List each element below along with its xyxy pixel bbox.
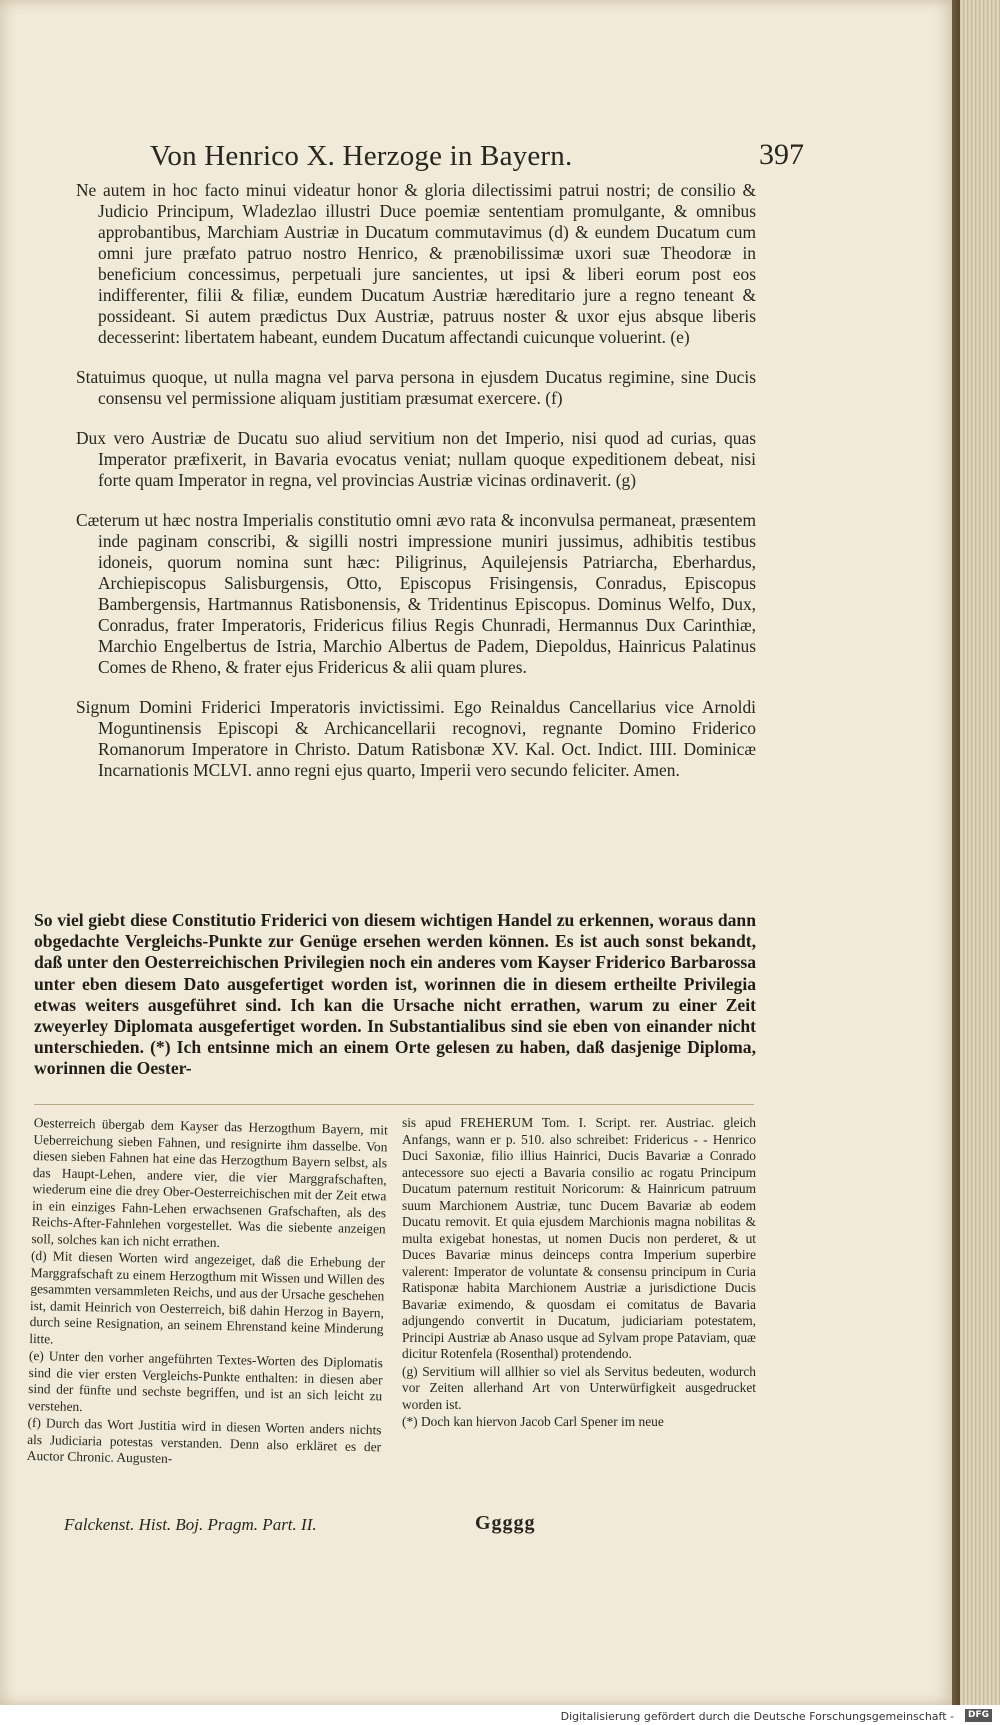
- footnotes: [26, 1115, 756, 1466]
- footnote: (g) Servitium will allhier so viel als Servitus bedeuten, wodurch vor Zeiten allerhand Art von Unterwürfigkeit ausgedrucket worden ist.: [402, 1363, 756, 1412]
- footnote-column-right: [402, 1115, 756, 1466]
- footnote-column-left: [27, 1115, 388, 1473]
- latin-paragraph: Cæterum ut hæc nostra Imperialis constitutio omni ævo rata & inconvulsa permaneat, præsentem inde paginam conscribi, & sigilli nostri impressione muniri jussimus, adhibitis testibus idoneis, quorum nomina sunt hæc: Piligrinus, Aquilejensis Patriarcha, Eberhardus, Archiepiscopus Salisburgensis, Otto, Episcopus Frisingensis, Conradus, Episcopus Bambergensis, Hartmannus Ratisbonensis, & Tridentinus Episcopus. Dominus Welfo, Dux, Conradus, frater Imperatoris, Fridericus filius Regis Chunradi, Hermannus Dux Carinthiæ, Marchio Engelbertus de Istria, Marchio Albertus de Padem, Diepoldus, Hainricus Palatinus Comes de Rheno, & frater ejus Fridericus & alii quam plures.: [76, 510, 756, 677]
- signature-line: Falckenst. Hist. Boj. Pragm. Part. II.: [64, 1515, 317, 1534]
- latin-paragraph: Signum Domini Friderici Imperatoris invictissimi. Ego Reinaldus Cancellarius vice Arnoldi Moguntinensis Episcopi & Archicancellarii recognovi, regnante Domino Friderico Romanorum Imperatore in Christo. Datum Ratisbonæ XV. Kal. Oct. Indict. IIII. Dominicæ Incarnationis MCLVI. anno regni ejus quarto, Imperii vero secundo feliciter. Amen.: [76, 697, 756, 780]
- footnote: (d) Mit diesen Worten wird angezeiget, daß die Erhebung der Marggrafschaft zu einem Herzogthum mit Wissen und Willen des gesammten versammleten Reichs, und aus der Ursache geschehen ist, damit Heinrich von Oesterreich, biß dahin Herzog in Bayern, durch seine Resignation, an seinem Ehrenstand keine Minderung litte.: [29, 1247, 386, 1346]
- latin-charter-text: [76, 180, 756, 800]
- footnote: (*) Doch kan hiervon Jacob Carl Spener im neue: [402, 1414, 664, 1429]
- footnote: sis apud FREHERUM Tom. I. Script. rer. Austriac. gleich Anfangs, wann er p. 510. also schreibet: Fridericus - - Henrico Duci Saxoniæ, filio illius Hainrici, Ducis Bavariæ a Conrado antecessore suo ejecti a Bavaria consilio ac rogatu Principum Ducatum paternum restituit Noricorum: & Hainricum patruum suum Marchionem Austriæ, tunc Ducem Bavariæ ab eodem Ducatu removit. Et quia ejusdem Marchionis magna nobilitas & multa exigebat honestas, ut nomen Ducis non perderet, & ut Duces Bavariæ minus deinceps contra Imperium superbire valerent: Imperator de voluntate & consensu principum in Curia Ratisponæ habita Marchionem Austriæ a jurisdictione Ducis Bavariæ eximendo, & quosdam ei comitatus de Bavaria adjungendo convertit in Ducatum, judiciariam potestatem, Principi Austriæ ab Anaso usque ad Sylvam prope Pataviam, quæ dicitur Rotenfela (Rosenthal) protendendo.: [402, 1115, 756, 1361]
- footnote: (f) Durch das Wort Justitia wird in diesen Worten anders nichts als Judiciaria potestas verstanden. Denn also erkläret es der Auctor Chronic. Augusten-: [26, 1414, 382, 1466]
- catchword: Ggggg: [475, 1512, 536, 1534]
- book-page-edges: [960, 0, 1000, 1705]
- page-gutter-shadow: [952, 0, 960, 1705]
- latin-paragraph: Dux vero Austriæ de Ducatu suo aliud servitium non det Imperio, nisi quod ad curias, quas Imperator præfixerit, in Bavaria evocatus veniat; nullam quoque expeditionem debeat, nisi forte quam Imperator in regna, vel provincias Austriæ vicinas ordinaverit. (g): [76, 428, 756, 490]
- latin-paragraph: Statuimus quoque, ut nulla magna vel parva persona in ejusdem Ducatus regimine, sine Ducis consensu vel permissione aliquam justitiam præsumat exercere. (f): [76, 367, 756, 408]
- latin-paragraph: Ne autem in hoc facto minui videatur honor & gloria dilectissimi patrui nostri; de consilio & Judicio Principum, Wladezlao illustri Duce poemiæ sententiam promulgante, & omnibus approbantibus, Marchiam Austriæ in Ducatum commutavimus (d) & eundem Ducatum cum omni jure præfato patruo nostro Henrico, & prænobilissimæ uxori suæ Theodoræ in beneficium concessimus, perpetuali jure sancientes, ut ipsi & liberi eorum post eos indifferenter, filii & filiæ, eundem Ducatum Austriæ hæreditario jure a regno teneant & possideant. Si autem prædictus Dux Austriæ, patruus noster & uxor ejus absque liberis decesserint: libertatem habeant, eundem Ducatum affectandi cuicunque voluerint. (e): [76, 180, 756, 347]
- german-commentary: [34, 910, 756, 1080]
- german-paragraph: So viel giebt diese Constitutio Friderici von diesem wichtigen Handel zu erkennen, woraus dann obgedachte Vergleichs-Punkte zur Genüge ersehen werden können. Es ist auch sonst bekandt, daß unter den Oesterreichischen Privilegien noch ein anderes vom Kayser Friderico Barbarossa unter eben diesem Dato ausgefertiget worden ist, worinnen die in diesem ertheilte Privilegia etwas weiters ausgeführet sind. Ich kan die Ursache nicht errathen, warum zu einer Zeit zweyerley Diplomata ausgefertiget worden. In Substantialibus sind sie eben von einander nicht unterschieden. (*) Ich entsinne mich an einem Orte gelesen zu haben, daß dasjenige Diploma, worinnen die Oester-: [34, 910, 756, 1079]
- footnote-divider: [34, 1104, 754, 1105]
- footnote: Oesterreich übergab dem Kayser das Herzogthum Bayern, mit Ueberreichung sieben Fahnen, und resignirte ihm dasselbe. Von diesen sieben Fahnen hat eine das Herzogthum Bayern selbst, als das Haupt-Lehen, andere vier, die vier Marggrafschaften, wiederum eine die drey Ober-Oesterreichischen mit der Zeit etwa in ein einziges Fahn-Lehen erwachsenen Grafschaften, als des Reichs-After-Fahnlehen vorgestellet. Was die siebente anzeigen soll, solches kan ich nicht errathen.: [31, 1115, 388, 1250]
- footnote: (e) Unter den vorher angeführten Textes-Worten des Diplomatis sind die vier ersten Vergleichs-Punkte enthalten: in diesen aber sind der fünfte und sechste begriffen, und ist an sich leicht zu verstehen.: [27, 1347, 384, 1414]
- page-header: [150, 138, 804, 180]
- digitization-banner: [0, 1705, 1000, 1725]
- running-title: Von Henrico X. Herzoge in Bayern.: [150, 140, 573, 172]
- dfg-logo-icon: DFG: [965, 1709, 992, 1722]
- digitization-credit: Digitalisierung gefördert durch die Deutsche Forschungsgemeinschaft -: [560, 1710, 954, 1723]
- page-number: 397: [759, 138, 804, 171]
